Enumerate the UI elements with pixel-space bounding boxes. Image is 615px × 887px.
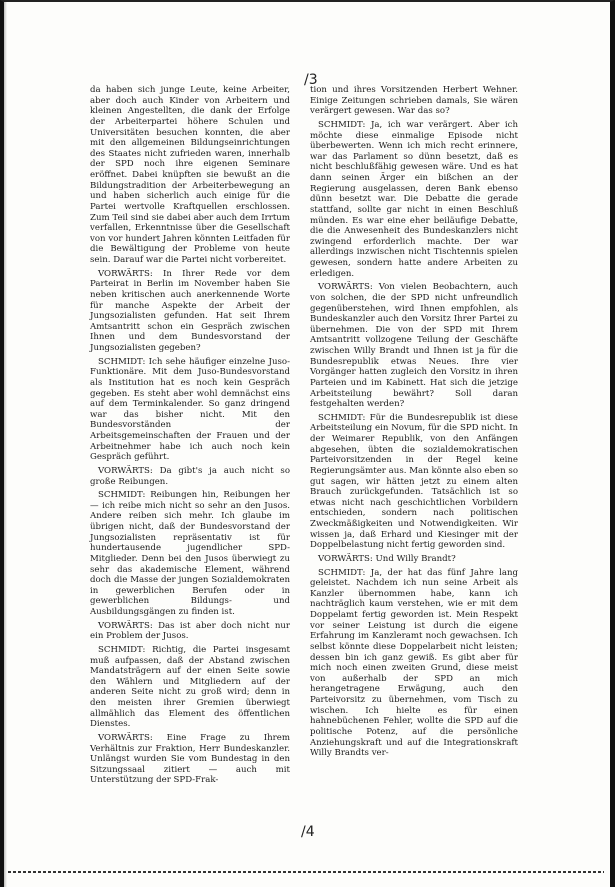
paragraph: SCHMIDT: Richtig, die Partei insgesamt muß aufpassen, daß der Abstand zwischen Mandatsträgern auf der einen Seite sowie den Wählern und Mitgliedern auf der anderen Seite nicht zu groß wird; denn in den meisten ihrer Gremien überwiegt allmählich das Element des öffentlichen Dienstes. [90,644,290,730]
right-text-column [310,85,518,762]
paragraph: tion und ihres Vorsitzenden Herbert Wehner. Einige Zeitungen schrieben damals, Sie wären verärgert gewesen. War das so? [310,85,518,117]
paragraph: SCHMIDT: Für die Bundesrepublik ist diese Arbeitsteilung ein Novum, für die SPD nicht. In der Weimarer Republik, von den Anfängen abgesehen, übten die sozialdemokratischen Parteivorsitzenden in der Regel keine Regierungsämter aus. Man könnte also eben so gut sagen, wir hätten jetzt zu einem alten Brauch zurückgefunden. Tatsächlich ist so etwas nicht nach geschichtlichen Vorbildern entschieden, sondern nach politischen Zweckmäßigkeiten und Notwendigkeiten. Wir wissen ja, daß Erhard und Kiesinger mit der Doppelbelastung nicht fertig geworden sind. [310,412,518,551]
paragraph: VORWÄRTS: Eine Frage zu Ihrem Verhältnis zur Fraktion, Herr Bundeskanzler. Unlängst wurden Sie vom Bundestag in den Sitzungssaal zitiert — auch mit Unterstützung der SPD-Frak- [90,732,290,786]
paragraph: SCHMIDT: Ja, der hat das fünf Jahre lang geleistet. Nachdem ich nun seine Arbeit als Kanzler übernommen habe, kann ich nachträglich kaum verstehen, wie er mit dem Doppelamt fertig geworden ist. Mein Respekt vor seiner Leistung ist durch die eigene Erfahrung im Kanzleramt noch gewachsen. Ich selbst könnte diese Doppelarbeit nicht leisten; dessen bin ich ganz gewiß. Es gibt aber für mich noch einen zweiten Grund, diese meist von außerhalb der SPD an mich herangetragene Erwägung, auch den Parteivorsitz zu übernehmen, vom Tisch zu wischen. Ich hielte es für einen hahnebüchenen Fehler, wollte die SPD auf die politische Potenz, auf die persönliche Anziehungskraft und auf die Integrationskraft Willy Brandts ver- [310,567,518,759]
paragraph: SCHMIDT: Ich sehe häufiger einzelne Juso-Funktionäre. Mit dem Juso-Bundesvorstand als Institution hat es noch kein Gespräch gegeben. Es steht aber wohl demnächst eins auf dem Terminkalender. So ganz dringend war das bisher nicht. Mit den Bundesvorständen der Arbeitsgemeinschaften der Frauen und der Arbeitnehmer habe ich auch noch kein Gespräch geführt. [90,356,290,463]
paragraph: SCHMIDT: Ja, ich war verärgert. Aber ich möchte diese einmalige Episode nicht überbewerten. Wenn ich mich recht erinnere, war das Parlament so dünn besetzt, daß es nicht beschlußfähig gewesen wäre. Und es hat dann seinen Ärger ein bißchen an der Regierung ausgelassen, deren Bank ebenso dünn besetzt war. Die Debatte die gerade stattfand, sollte gar nicht in einen Beschluß münden. Es war eine eher beiläufige Debatte, die die Anwesenheit des Bundeskanzlers nicht zwingend erforderlich machte. Der war allerdings inzwischen nicht Tischtennis spielen gewesen, sondern hatte andere Arbeiten zu erledigen. [310,119,518,279]
paragraph: VORWÄRTS: In Ihrer Rede vor dem Parteirat in Berlin im November haben Sie neben kritischen auch anerkennende Worte für manche Aspekte der Arbeit der Jungsozialisten gefunden. Hat seit Ihrem Amtsantritt schon ein Gespräch zwischen Ihnen und dem Bundesvorstand der Jungsozialisten gegeben? [90,268,290,353]
scan-border-strip [8,871,604,873]
left-text-column [90,85,290,789]
page-number-top: /3 [304,72,318,88]
page-number-bottom: /4 [301,824,315,840]
paragraph: VORWÄRTS: Und Willy Brandt? [318,553,456,564]
paragraph: VORWÄRTS: Das ist aber doch nicht nur ein Problem der Jusos. [90,620,290,642]
paragraph: VORWÄRTS: Da gibt's ja auch nicht so große Reibungen. [90,465,290,487]
paragraph: da haben sich junge Leute, keine Arbeiter, aber doch auch Kinder von Arbeitern und kleinen Angestellten, die dank der Erfolge der Arbeiterpartei höhere Schulen und Universitäten besuchen konnten, die aber mit den allgemeinen Bildungseinrichtungen des Staates nicht zufrieden waren, innerhalb der SPD noch ihre eigenen Seminare eröffnet. Dabei knüpften sie bewußt an die Bildungstradition der Arbeiterbewegung an und haben sicherlich auch einige für die Partei wertvolle Kraftquellen erschlossen. Zum Teil sind sie dabei aber auch dem Irrtum verfallen, Erkenntnisse über die Gesellschaft von vor hundert Jahren könnten Leitfaden für die Bewältigung der Probleme von heute sein. Darauf war die Partei nicht vorbereitet. [90,85,290,265]
paragraph: VORWÄRTS: Von vielen Beobachtern, auch von solchen, die der SPD nicht unfreundlich gegenüberstehen, wird Ihnen empfohlen, als Bundeskanzler auch den Vorsitz Ihrer Partei zu übernehmen. Die von der SPD mit Ihrem Amtsantritt vollzogene Teilung der Geschäfte zwischen Willy Brandt und Ihnen ist ja für die Bundesrepublik etwas Neues. Ihre vier Vorgänger hatten zugleich den Vorsitz in ihren Parteien und im Kabinett. Hat sich die jetzige Arbeitsteilung bewährt? Soll daran festgehalten werden? [310,282,518,410]
scan-edge-shadow [4,2,7,887]
paragraph: SCHMIDT: Reibungen hin, Reibungen her — ich reibe mich nicht so sehr an den Jusos. Andere reiben sich mehr. Ich glaube im übrigen nicht, daß der Bundesvorstand der Jungsozialisten repräsentativ ist für hundertausende jugendlicher SPD-Mitglieder. Denn bei den Jusos überwiegt zu sehr das akademische Element, während doch die Masse der jungen Sozialdemokraten in gewerblichen Berufen oder in gewerblichen Bildungs- und Ausbildungsgängen zu finden ist. [90,490,290,617]
